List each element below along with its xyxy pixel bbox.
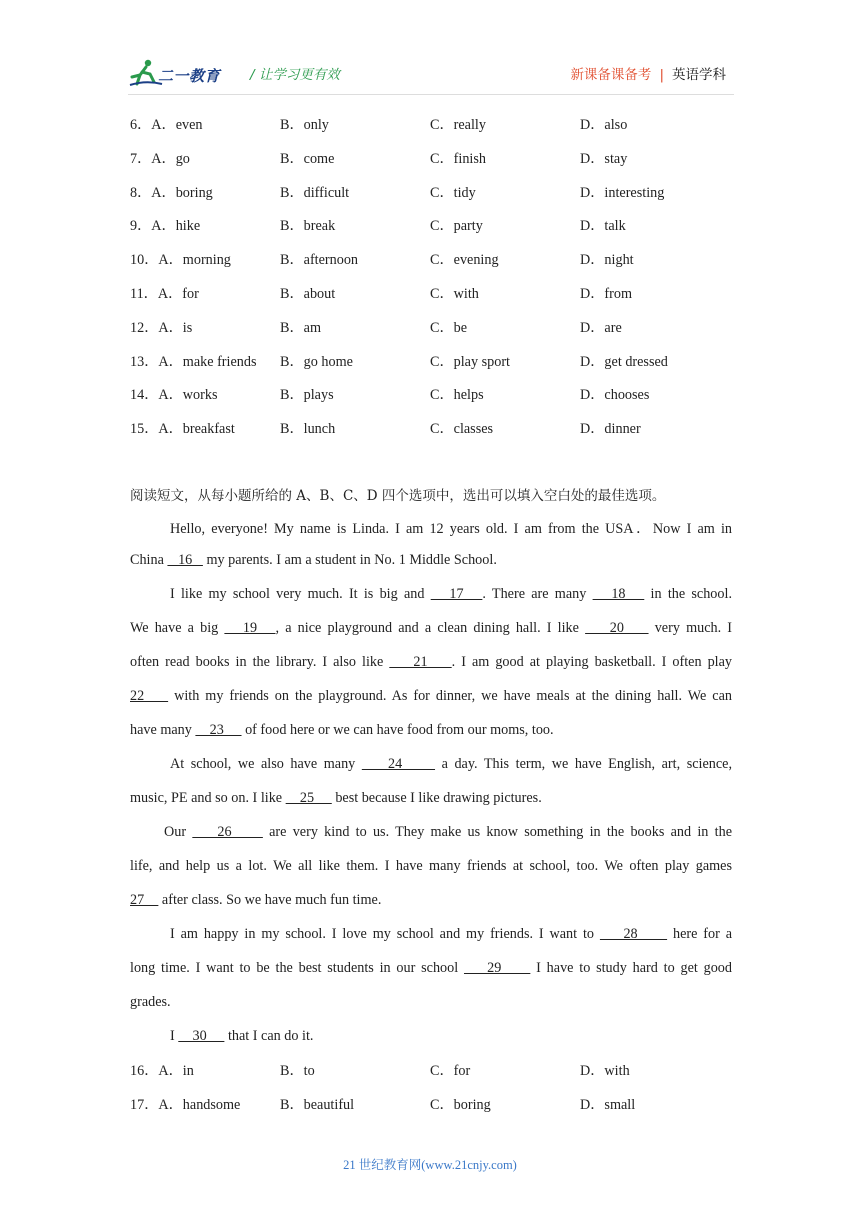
passage-line: grades. [130,994,171,1010]
blank-21: 21 [389,654,452,670]
blank-23: 23 [195,722,242,738]
passage-line: have many 23 of food here or we can have food from our moms, too. [130,722,554,738]
option-row [130,418,740,438]
header-separator: | [659,67,664,83]
option-d: D．stay [580,150,628,167]
blank-28: 28 [599,926,668,942]
passage-line: long time. I want to be the best students in our school 29 I have to study hard to get good [130,960,732,976]
option-b: B．go home [280,353,353,370]
option-d: D．interesting [580,184,665,201]
option-c: C．for [430,1063,471,1079]
option-row [130,148,740,168]
blank-17: 17 [430,586,483,602]
option-row [130,114,740,134]
option-a: 11．A．for [130,286,199,302]
header-subject: 英语学科 [672,67,726,83]
option-c: C．boring [430,1096,491,1113]
option-a: 10．A．morning [130,252,231,269]
blank-16: 16 [167,552,203,568]
reading-instruction: 阅读短文，从每小题所给的 A、B、C、D 四个选项中，选出可以填入空白处的最佳选项。 [130,488,666,504]
option-a: 13．A．make friends [130,353,257,370]
blank-30: 30 [178,1028,225,1044]
blank-20: 20 [585,620,649,636]
header-right [570,63,726,83]
option-a: 14．A．works [130,387,218,404]
option-c: C．finish [430,150,486,167]
option-b: B．plays [280,387,334,404]
option-c: C．party [430,218,483,235]
option-row [130,1094,740,1114]
logo-text: 二一教育 [158,67,221,85]
option-a: 12．A．is [130,319,193,336]
option-d: D．also [580,117,628,133]
option-row [130,215,740,235]
page-header [128,54,734,92]
option-row [130,317,740,337]
option-b: B．come [280,150,335,167]
option-b: B．about [280,286,336,302]
option-row [130,283,740,303]
passage-line: Hello, everyone! My name is Linda. I am 12 years old. I am from the USA．Now I am in [170,521,732,537]
option-a: 9．A．hike [130,218,201,235]
passage-line: 27 after class. So we have much fun time. [130,892,382,908]
option-a: 17．A．handsome [130,1096,241,1113]
option-d: D．talk [580,218,626,235]
option-c: C．be [430,319,468,336]
option-row [130,182,740,202]
option-row [130,249,740,269]
passage-line: 22 with my friends on the playground. As for dinner, we have meals at the dining hall. We can [130,688,732,704]
passage-line: We have a big 19 , a nice playground and a clean dining hall. I like 20 very much. I [130,620,733,636]
passage-line: I am happy in my school. I love my school and my friends. I want to 28 here for a [170,926,733,942]
option-c: C．with [430,286,479,302]
option-d: D．night [580,252,634,269]
option-row [130,1060,740,1080]
option-b: B．break [280,218,336,235]
passage-line: life, and help us a lot. We all like them. I have many friends at school, too. We often play games [130,858,732,874]
option-d: D．get dressed [580,353,668,370]
passage-line: I like my school very much. It is big and 17 . There are many 18 in the school. [170,586,732,602]
option-c: C．classes [430,421,494,438]
option-b: B．beautiful [280,1096,355,1113]
passage-line: music, PE and so on. I like 25 best because I like drawing pictures. [130,790,542,806]
passage-line: At school, we also have many 24 a day. This term, we have English, art, science, [170,756,732,772]
option-b: B．only [280,117,329,133]
passage-line: China 16 my parents. I am a student in No. 1 Middle School. [130,552,497,568]
header-divider [128,94,734,95]
option-c: C．tidy [430,184,476,201]
option-b: B．to [280,1063,315,1079]
option-a: 6．A．even [130,117,203,133]
passage-line: Our 26 are very kind to us. They make us know something in the books and in the [164,824,732,840]
option-b: B．afternoon [280,252,359,269]
passage-line: often read books in the library. I also like 21 . I am good at playing basketball. I often play [130,654,732,670]
option-c: C．helps [430,387,484,404]
blank-26: 26 [192,824,263,840]
option-d: D．with [580,1063,630,1079]
option-b: B．difficult [280,184,350,201]
blank-29: 29 [463,960,531,976]
option-a: 8．A．boring [130,184,213,201]
blank-22: 22 [130,688,169,704]
option-d: D．are [580,319,622,336]
page-footer: 21 世纪教育网(www.21cnjy.com) [343,1158,517,1172]
logo [128,58,238,90]
header-tagline: 新课备课备考 [570,67,652,83]
option-c: C．play sport [430,353,510,370]
option-row [130,384,740,404]
blank-18: 18 [592,586,645,602]
option-c: C．really [430,117,486,133]
option-d: D．chooses [580,387,650,404]
blank-27: 27 [130,892,159,908]
option-b: B．am [280,319,321,336]
blank-19: 19 [224,620,276,636]
option-row [130,351,740,371]
option-d: D．from [580,286,633,302]
option-d: D．dinner [580,421,641,438]
option-a: 15．A．breakfast [130,421,235,438]
option-a: 16．A．in [130,1063,194,1079]
slogan: / 让学习更有效 [250,67,340,83]
blank-25: 25 [285,790,332,806]
option-c: C．evening [430,252,499,269]
option-a: 7．A．go [130,150,190,167]
passage-line: I 30 that I can do it. [170,1028,314,1044]
blank-24: 24 [361,756,436,772]
option-d: D．small [580,1096,636,1113]
option-b: B．lunch [280,421,336,438]
